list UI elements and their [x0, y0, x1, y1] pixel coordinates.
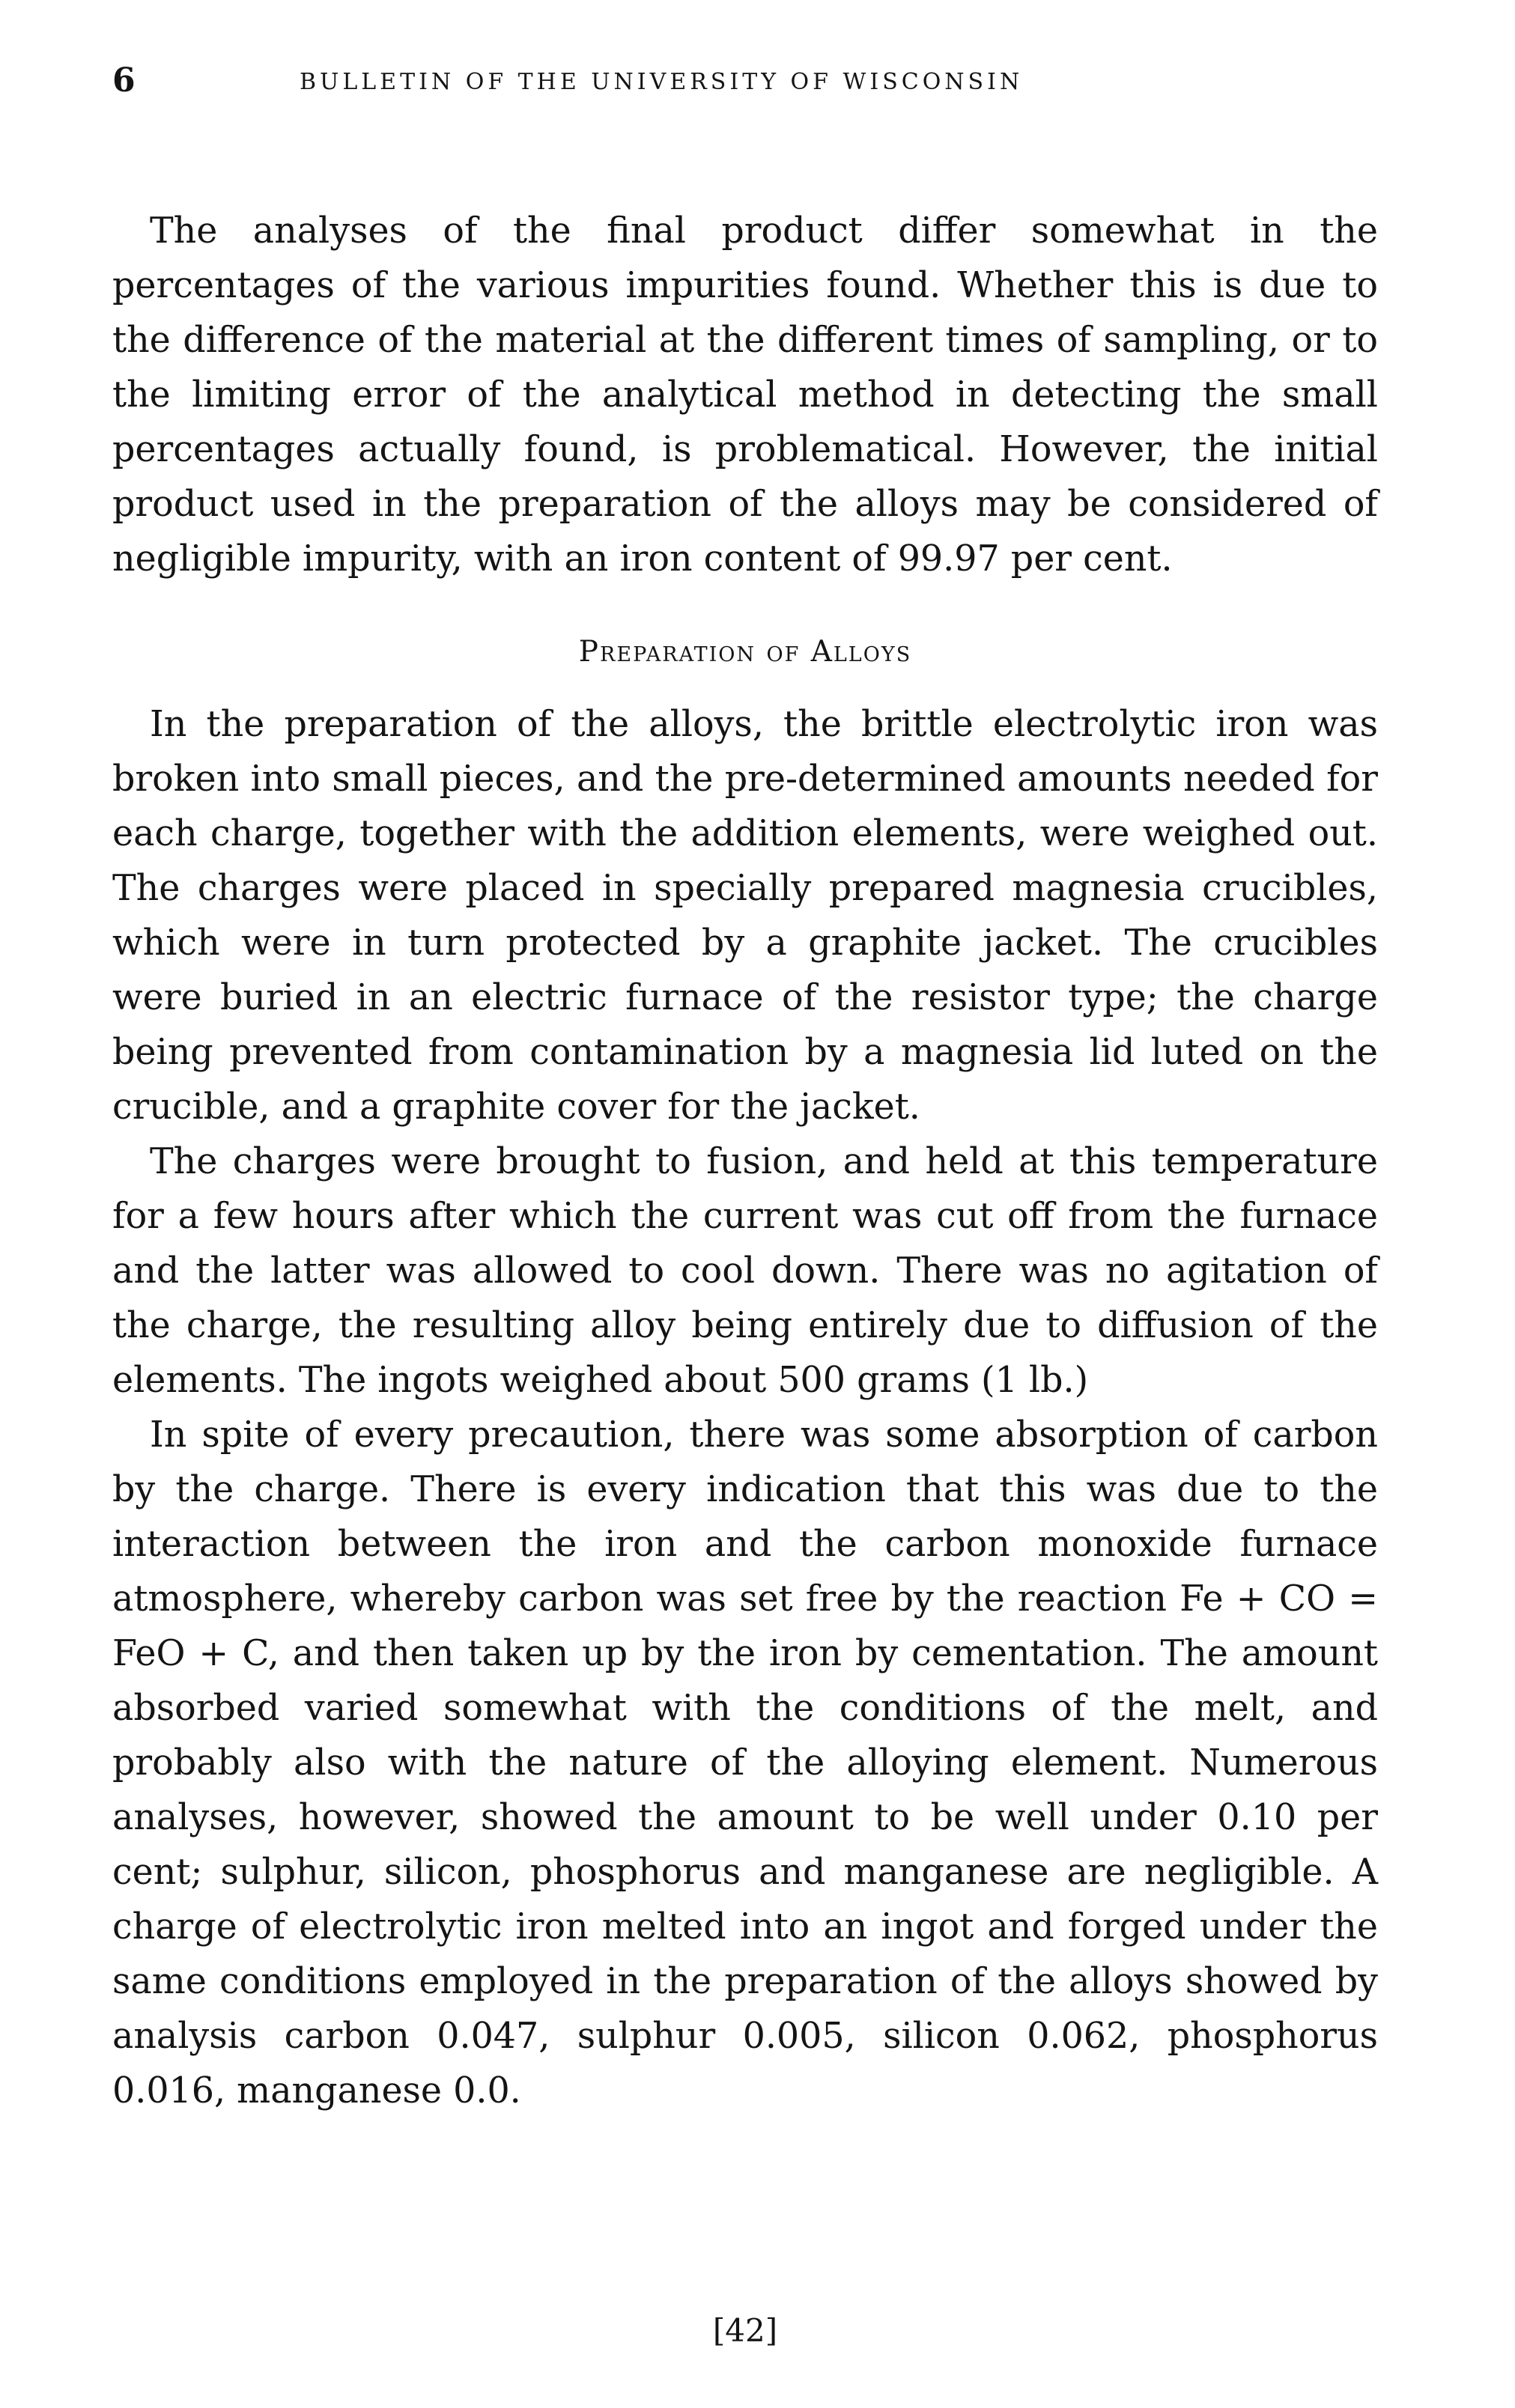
paragraph-fusion: The charges were brought to fusion, and held at this temperature for a few hours after which the current was cut off from the furnace and the latter was allowed to cool down. There was no agitation of the charge, the resulting alloy being entirely due to diffusion of the elements. The ingots weighed about 500 grams (1 lb.): [112, 1141, 1378, 1401]
paragraph-carbon-absorption: In spite of every precaution, there was some absorption of carbon by the charge. There is every indication that this was due to the interaction between the iron and the carbon monoxide furnace atmosphere, whereby carbon was set free by the reaction Fe + CO = FeO + C, and then taken up by the iron by cementation. The amount absorbed varied somewhat with the conditions of the melt, and probably also with the nature of the alloying element. Numerous analyses, however, showed the amount to be well under 0.10 per cent; sulphur, silicon, phosphorus and manganese are negligible. A charge of electrolytic iron melted into an ingot and forged under the same conditions employed in the preparation of the alloys showed by analysis carbon 0.047, sulphur 0.005, silicon 0.062, phosphorus 0.016, manganese 0.0.: [112, 1414, 1378, 2111]
document-page: [112, 52, 1378, 2374]
body-text: [112, 204, 1378, 2118]
running-title: BULLETIN OF THE UNIVERSITY OF WISCONSIN: [300, 69, 1024, 95]
paragraph-intro: The analyses of the final product differ somewhat in the percentages of the various impurities found. Whether this is due to the difference of the material at the different times of sampling, or to the limiting error of the analytical method in detecting the small percentages actually found, is problematical. However, the initial product used in the preparation of the alloys may be considered of negligible impurity, with an iron content of 99.97 per cent.: [112, 210, 1378, 580]
section-heading: Preparation of Alloys: [578, 635, 912, 669]
running-head: [112, 52, 1378, 120]
page-footer-reference: [42]: [712, 2312, 778, 2349]
paragraph-preparation: In the preparation of the alloys, the brittle electrolytic iron was broken into small pieces, and the pre-determined amounts needed for each charge, together with the addition elements, were weighed out. The charges were placed in specially prepared magnesia crucibles, which were in turn protected by a graphite jacket. The crucibles were buried in an electric furnace of the resistor type; the charge being prevented from contamination by a magnesia lid luted on the crucible, and a graphite cover for the jacket.: [112, 704, 1378, 1128]
page-number: 6: [112, 61, 136, 100]
